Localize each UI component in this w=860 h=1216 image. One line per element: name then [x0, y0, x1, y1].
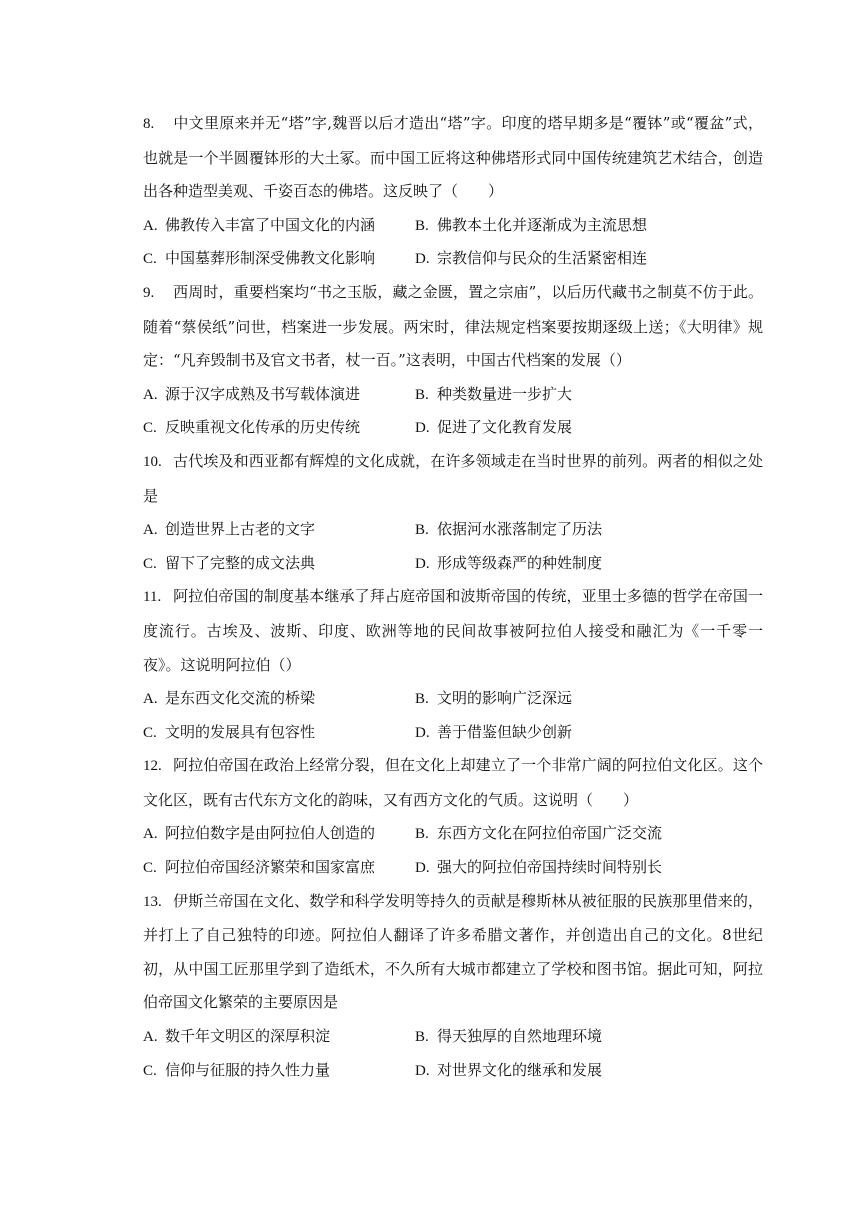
- question-text: 伊斯兰帝国在文化、数学和科学发明等持久的贡献是穆斯林从被征服的民族那里借来的，并打上了自己独特的印迹。阿拉伯人翻译了许多希腊文著作，并创造出自己的文化。8世纪初，从中国工匠那里学到了造纸术，不久所有大城市都建立了学校和图书馆。据此可知，阿拉伯帝国文化繁荣的主要原因是: [143, 891, 763, 1012]
- option-list: [143, 378, 763, 445]
- question-10: [143, 445, 763, 580]
- option-a[interactable]: A. 源于汉字成熟及书写载体演进: [143, 384, 361, 403]
- option-b[interactable]: B. 文明的影响广泛深远: [415, 689, 573, 708]
- option-d[interactable]: D. 形成等级森严的种姓制度: [415, 553, 603, 572]
- option-a[interactable]: A. 是东西文化交流的桥梁: [143, 689, 316, 708]
- question-number: 10.: [143, 453, 162, 470]
- option-c[interactable]: C. 反映重视文化传承的历史传统: [143, 418, 361, 437]
- question-number: 13.: [143, 893, 162, 910]
- option-list: [143, 1020, 763, 1087]
- option-c[interactable]: C. 信仰与征服的持久性力量: [143, 1060, 331, 1079]
- option-list: [143, 682, 763, 749]
- question-text: 阿拉伯帝国的制度基本继承了拜占庭帝国和波斯帝国的传统，亚里士多德的哲学在帝国一度流行。古埃及、波斯、印度、欧洲等地的民间故事被阿拉伯人接受和融汇为《一千零一夜》。这说明阿拉伯（）: [143, 587, 763, 674]
- option-a[interactable]: A. 数千年文明区的深厚积淀: [143, 1027, 331, 1046]
- option-d[interactable]: D. 促进了文化教育发展: [415, 418, 573, 437]
- option-a[interactable]: A. 佛教传入丰富了中国文化的内涵: [143, 215, 376, 234]
- question-text: 古代埃及和西亚都有辉煌的文化成就，在许多领域走在当时世界的前列。两者的相似之处是: [143, 451, 763, 505]
- question-stem: [143, 276, 763, 378]
- option-b[interactable]: B. 种类数量进一步扩大: [415, 384, 573, 403]
- option-b[interactable]: B. 依据河水涨落制定了历法: [415, 520, 603, 539]
- question-11: [143, 580, 763, 749]
- option-list: [143, 209, 763, 276]
- option-a[interactable]: A. 阿拉伯数字是由阿拉伯人创造的: [143, 824, 376, 843]
- question-number: 11.: [143, 589, 162, 606]
- option-d[interactable]: D. 对世界文化的继承和发展: [415, 1060, 603, 1079]
- option-d[interactable]: D. 强大的阿拉伯帝国持续时间特别长: [415, 858, 663, 877]
- question-text: 阿拉伯帝国在政治上经常分裂，但在文化上却建立了一个非常广阔的阿拉伯文化区。这个文化区，既有古代东方文化的韵味，又有西方文化的气质。这说明（ ）: [143, 756, 763, 809]
- question-stem: [143, 885, 763, 1020]
- question-9: [143, 276, 763, 445]
- option-list: [143, 513, 763, 580]
- option-a[interactable]: A. 创造世界上古老的文字: [143, 520, 316, 539]
- question-8: [143, 107, 763, 276]
- question-number: 12.: [143, 758, 162, 775]
- question-13: [143, 885, 763, 1088]
- option-d[interactable]: D. 善于借鉴但缺少创新: [415, 722, 573, 741]
- option-c[interactable]: C. 中国墓葬形制深受佛教文化影响: [143, 249, 376, 268]
- question-number: 8.: [143, 116, 155, 132]
- option-b[interactable]: B. 佛教本土化并逐渐成为主流思想: [415, 215, 648, 234]
- question-list: [143, 107, 763, 1087]
- question-text: 中文里原来并无“塔”字,魏晋以后才造出“塔”字。印度的塔早期多是“覆钵”或“覆盆”式，也就是一个半圆覆钵形的大土冢。而中国工匠将这种佛塔形式同中国传统建筑艺术结合，创造出各种造型美观、千姿百态的佛塔。这反映了（ ）: [143, 114, 763, 201]
- option-list: [143, 817, 763, 884]
- option-b[interactable]: B. 得天独厚的自然地理环境: [415, 1027, 603, 1046]
- question-stem: [143, 580, 763, 682]
- question-number: 9.: [143, 284, 155, 301]
- option-d[interactable]: D. 宗教信仰与民众的生活紧密相连: [415, 249, 648, 268]
- option-c[interactable]: C. 留下了完整的成文法典: [143, 553, 316, 572]
- question-text: 西周时，重要档案均“书之玉版，藏之金匮，置之宗庙”，以后历代藏书之制莫不仿于此。随着“蔡侯纸”问世，档案进一步发展。两宋时，律法规定档案要按期逐级上送；《大明律》规定：“凡弃毁制书及官文书者，杖一百。”这表明，中国古代档案的发展（）: [143, 282, 763, 370]
- question-12: [143, 749, 763, 884]
- question-stem: [143, 445, 763, 513]
- option-b[interactable]: B. 东西方文化在阿拉伯帝国广泛交流: [415, 824, 663, 843]
- option-c[interactable]: C. 文明的发展具有包容性: [143, 722, 316, 741]
- question-stem: [143, 749, 763, 817]
- option-c[interactable]: C. 阿拉伯帝国经济繁荣和国家富庶: [143, 858, 376, 877]
- question-stem: [143, 107, 763, 209]
